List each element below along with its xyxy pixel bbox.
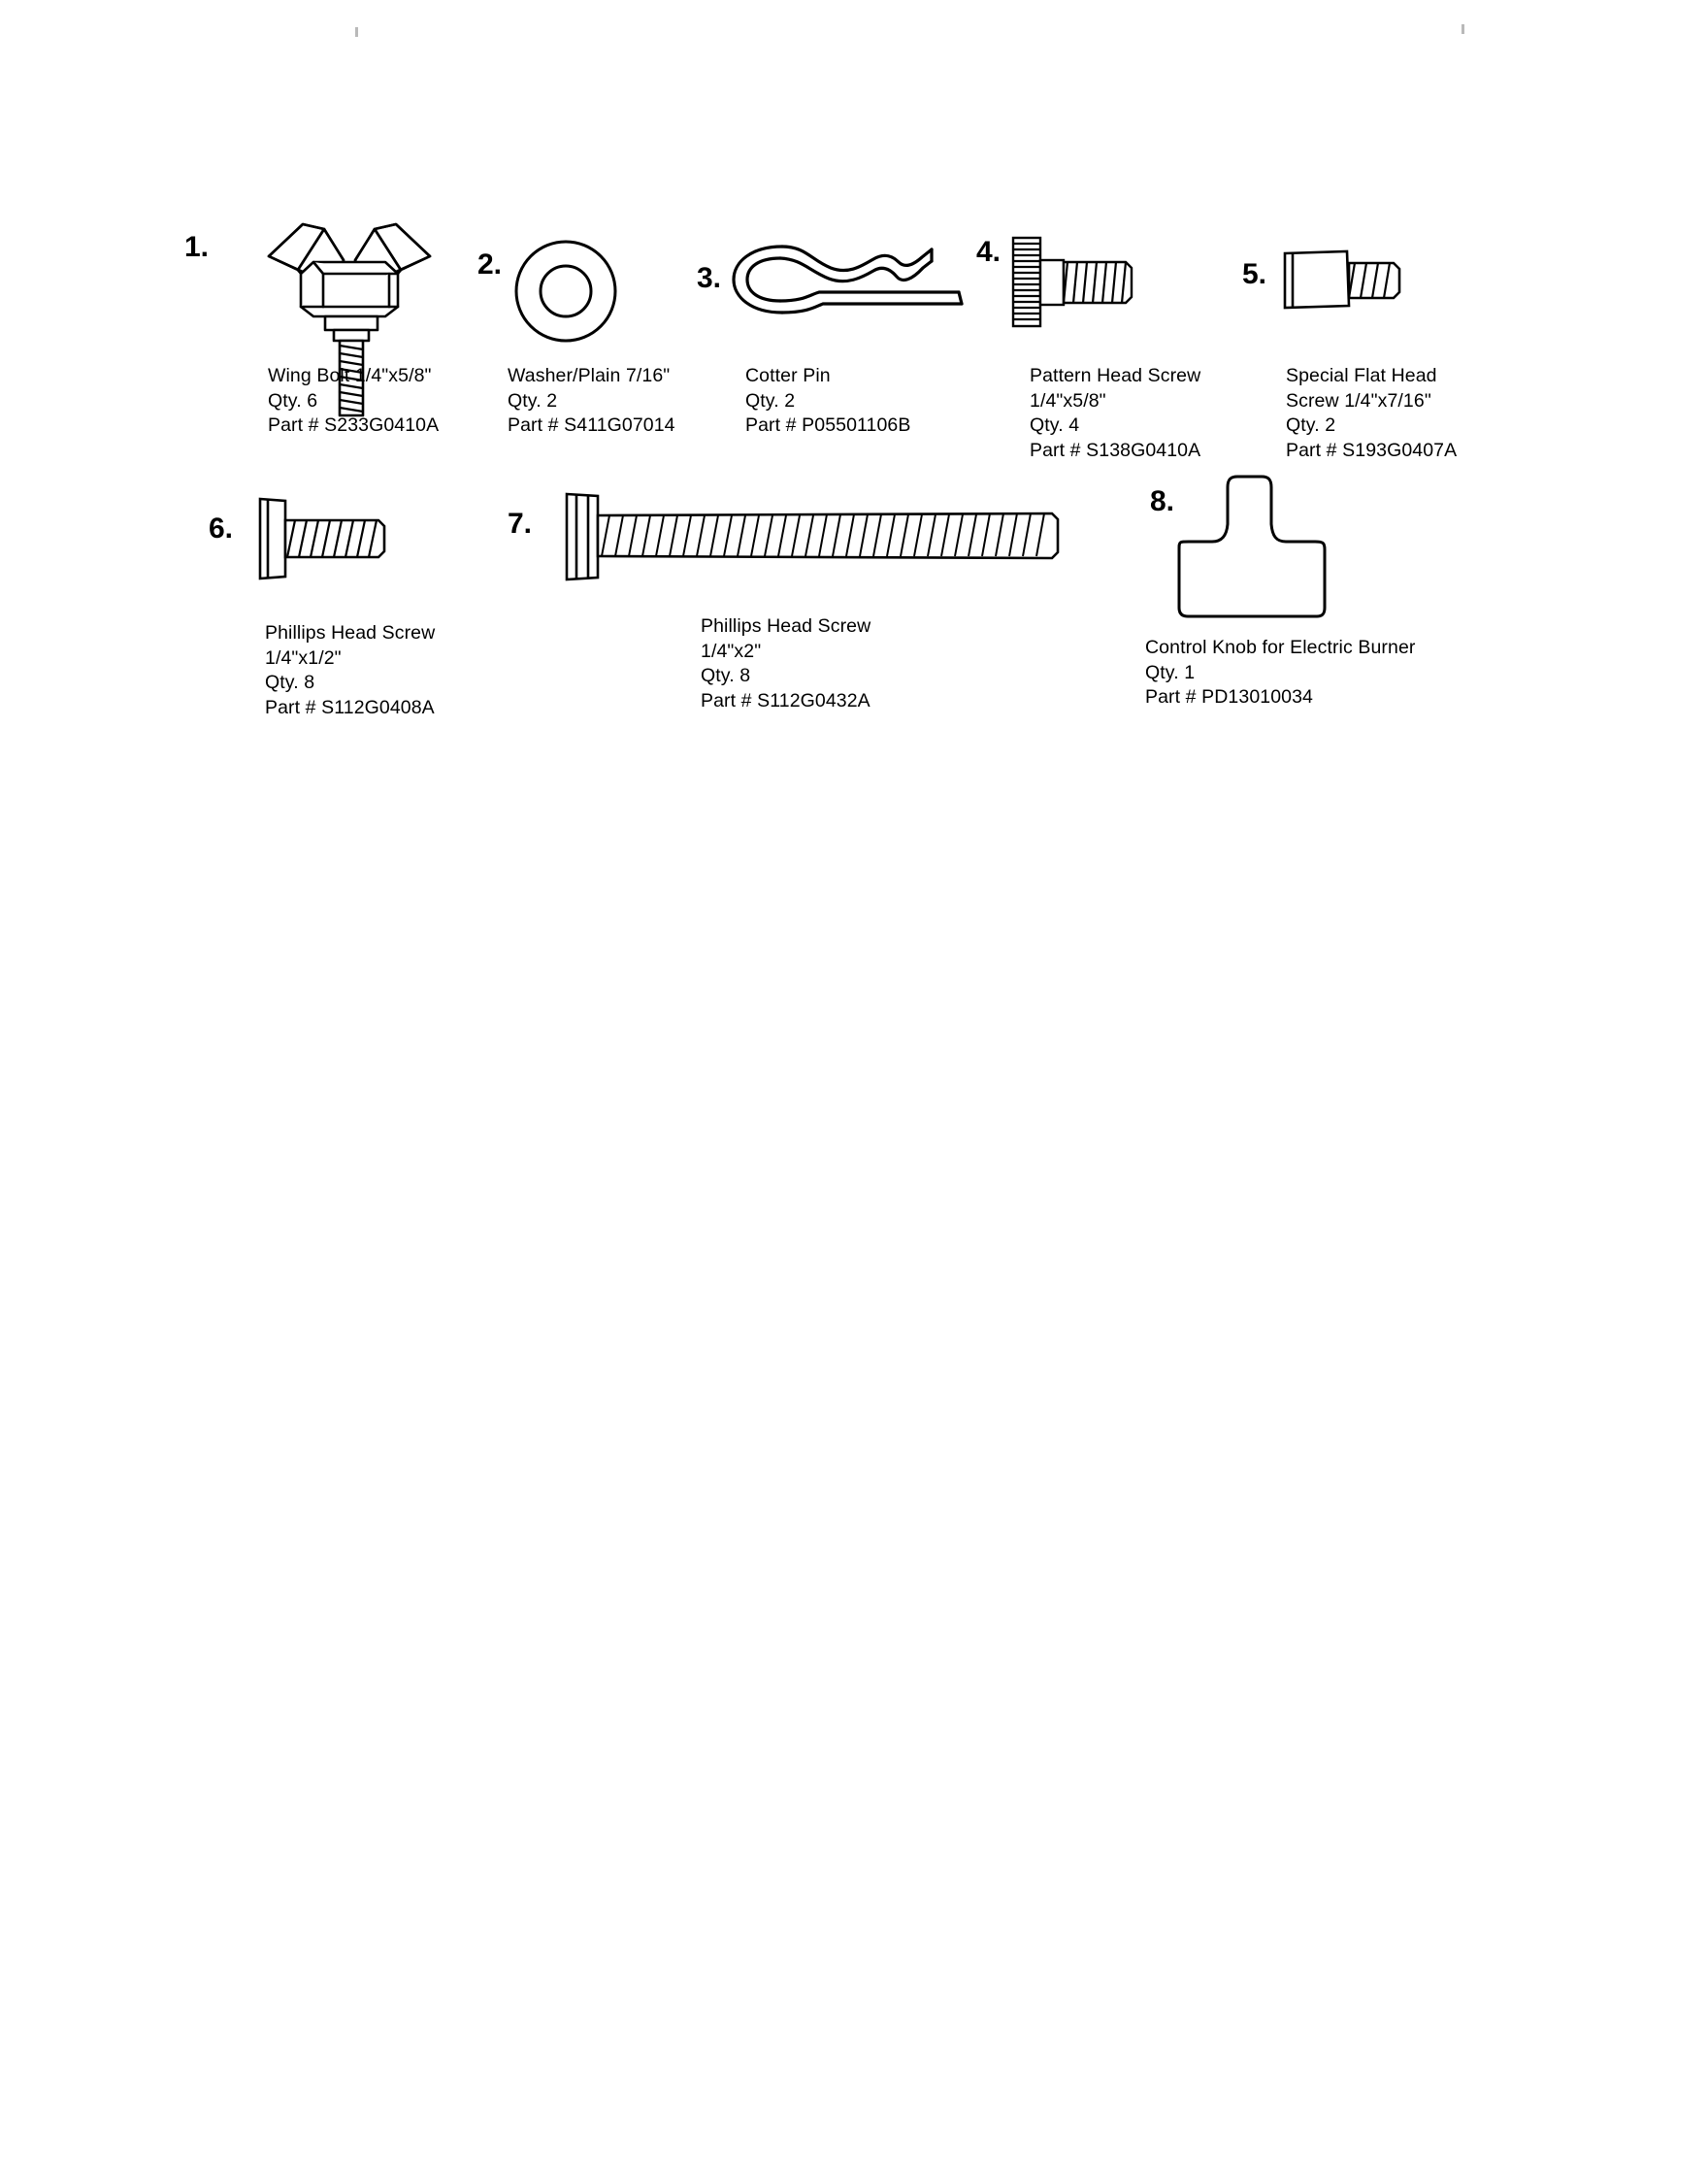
part-5-size: Screw 1/4"x7/16"	[1286, 389, 1431, 412]
part-1-name: Wing Bolt 1/4"x5/8"	[268, 365, 432, 386]
part-4-qty: Qty. 4	[1030, 414, 1080, 436]
part-2-qty: Qty. 2	[508, 389, 558, 412]
part-5-number: 5.	[1242, 258, 1267, 290]
part-8-number: 8.	[1150, 485, 1175, 517]
part-5-part-number: Part # S193G0407A	[1286, 439, 1458, 461]
special-flat-head-screw-icon	[1281, 246, 1431, 323]
part-5-qty: Qty. 2	[1286, 414, 1336, 436]
part-8-qty: Qty. 1	[1145, 661, 1196, 683]
part-4-size: 1/4"x5/8"	[1030, 389, 1106, 412]
part-3-number: 3.	[697, 262, 722, 294]
wing-bolt-icon	[247, 190, 451, 350]
part-3-name: Cotter Pin	[745, 365, 831, 386]
part-6-qty: Qty. 8	[265, 672, 315, 693]
part-2-number: 2.	[477, 248, 503, 281]
part-1-part-number: Part # S233G0410A	[268, 414, 440, 436]
part-2-part-number: Part # S411G07014	[508, 414, 675, 436]
phillips-head-screw-short-icon	[254, 495, 410, 582]
part-1-number: 1.	[184, 231, 210, 263]
part-1-caption	[268, 364, 439, 439]
part-7-name: Phillips Head Screw	[701, 615, 871, 637]
part-3-part-number: Part # P05501106B	[745, 414, 911, 436]
part-7-caption	[701, 614, 870, 713]
part-6-caption	[265, 621, 435, 720]
part-6-number: 6.	[209, 513, 234, 545]
control-knob-icon	[1158, 466, 1342, 621]
part-8-caption	[1145, 636, 1416, 711]
part-3-caption	[745, 364, 910, 439]
pattern-head-screw-icon	[1011, 236, 1162, 328]
part-2-caption	[508, 364, 675, 439]
part-6-size: 1/4"x1/2"	[265, 646, 342, 669]
registration-mark-top-right	[1462, 24, 1464, 34]
part-4-number: 4.	[976, 236, 1002, 268]
part-7-qty: Qty. 8	[701, 665, 751, 686]
phillips-head-screw-long-icon	[561, 488, 1085, 585]
part-5-name: Special Flat Head	[1286, 365, 1437, 386]
part-6-name: Phillips Head Screw	[265, 622, 436, 644]
part-5-caption	[1286, 364, 1457, 463]
part-7-number: 7.	[508, 508, 533, 540]
registration-mark-top-left	[355, 27, 358, 37]
part-1-qty: Qty. 6	[268, 389, 318, 412]
part-6-part-number: Part # S112G0408A	[265, 696, 435, 718]
part-8-part-number: Part # PD13010034	[1145, 686, 1313, 708]
part-3-qty: Qty. 2	[745, 389, 796, 412]
part-4-caption	[1030, 364, 1200, 463]
part-4-part-number: Part # S138G0410A	[1030, 439, 1201, 461]
part-7-part-number: Part # S112G0432A	[701, 689, 870, 711]
part-7-size: 1/4"x2"	[701, 640, 762, 662]
washer-icon	[512, 238, 619, 345]
cotter-pin-icon	[726, 241, 969, 320]
part-8-name: Control Knob for Electric Burner	[1145, 637, 1416, 658]
part-4-name: Pattern Head Screw	[1030, 365, 1201, 386]
part-2-name: Washer/Plain 7/16"	[508, 365, 671, 386]
